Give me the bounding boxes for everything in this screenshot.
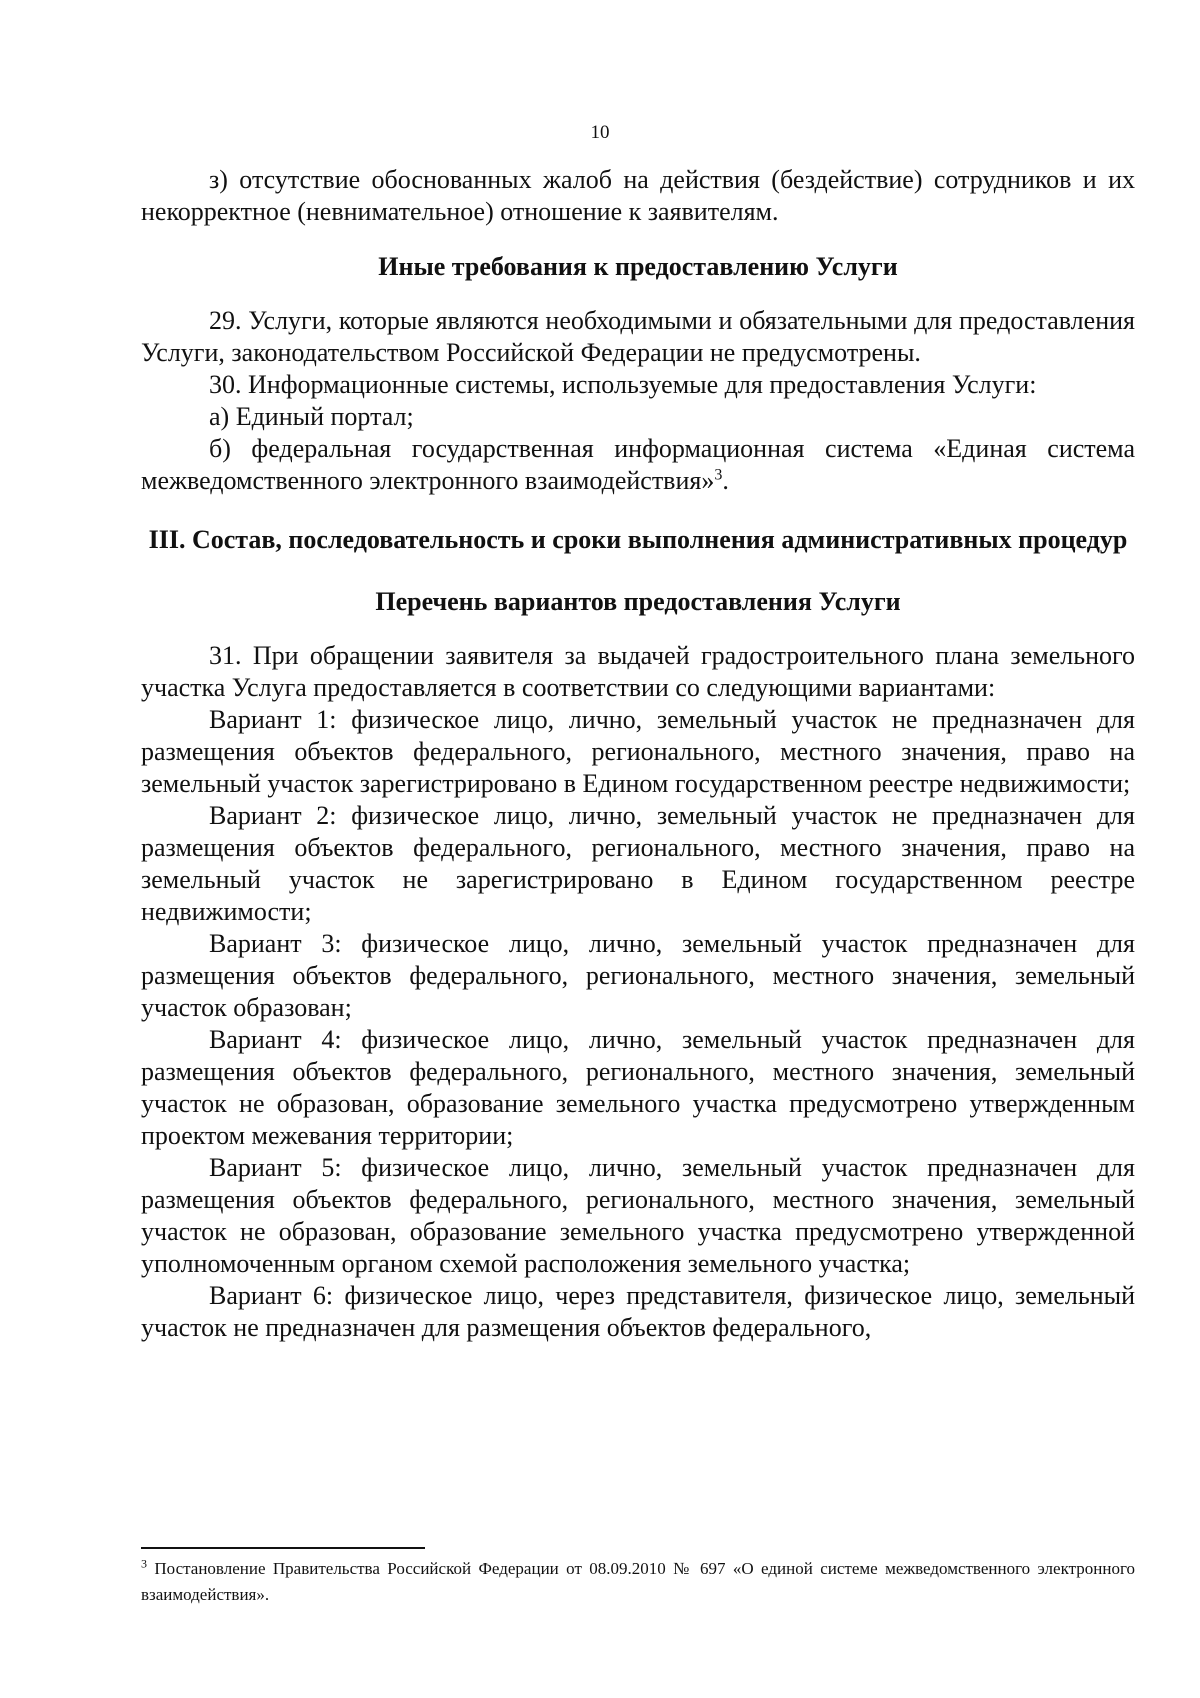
variant-3: Вариант 3: физическое лицо, лично, земельный участок предназначен для размещения объектов федерального, регионального, местного значения, земельный участок образован; bbox=[141, 929, 1135, 1022]
footnote bbox=[141, 1556, 1135, 1608]
heading-section-iii: III. Состав, последовательность и сроки выполнения административных процедур bbox=[148, 525, 1128, 554]
variant-2: Вариант 2: физическое лицо, лично, земельный участок не предназначен для размещения объектов федерального, регионального, местного значения, право на земельный участок не зарегистрировано в Едином государственном реестре недвижимости; bbox=[141, 801, 1135, 926]
paragraph-b bbox=[141, 433, 1135, 497]
footnote-separator bbox=[141, 1547, 425, 1549]
footnote-reference[interactable]: 3 bbox=[714, 466, 723, 484]
variant-4: Вариант 4: физическое лицо, лично, земельный участок предназначен для размещения объектов федерального, регионального, местного значения, земельный участок не образован, образование земельного участка предусмотрено утвержденным проектом межевания территории; bbox=[141, 1025, 1135, 1150]
variant-5: Вариант 5: физическое лицо, лично, земельный участок предназначен для размещения объектов федерального, регионального, местного значения, земельный участок не образован, образование земельного участка предусмотрено утвержденной уполномоченным органом схемой расположения земельного участка; bbox=[141, 1153, 1135, 1278]
paragraph-z: з) отсутствие обоснованных жалоб на действия (бездействие) сотрудников и их некорректное (невнимательное) отношение к заявителям. bbox=[141, 165, 1135, 226]
paragraph-b-end: . bbox=[722, 466, 729, 495]
document-body bbox=[141, 164, 1135, 1344]
paragraph-29: 29. Услуги, которые являются необходимыми и обязательными для предоставления Услуги, законодательством Российской Федерации не предусмотрены. bbox=[141, 306, 1135, 367]
variant-1: Вариант 1: физическое лицо, лично, земельный участок не предназначен для размещения объектов федерального, регионального, местного значения, право на земельный участок зарегистрировано в Едином государственном реестре недвижимости; bbox=[141, 705, 1135, 798]
paragraph-a: а) Единый портал; bbox=[209, 402, 414, 431]
page-number: 10 bbox=[590, 122, 610, 143]
paragraph-b-text: б) федеральная государственная информационная система «Единая система межведомственного электронного взаимодействия» bbox=[141, 434, 1135, 495]
heading-variants-list: Перечень вариантов предоставления Услуги bbox=[375, 587, 901, 616]
variant-6: Вариант 6: физическое лицо, через представителя, физическое лицо, земельный участок не предназначен для размещения объектов федерального, bbox=[141, 1281, 1135, 1342]
heading-other-requirements: Иные требования к предоставлению Услуги bbox=[378, 252, 898, 281]
footnote-text: Постановление Правительства Российской Федерации от 08.09.2010 № 697 «О единой системе межведомственного электронного взаимодействия». bbox=[141, 1559, 1135, 1604]
paragraph-31: 31. При обращении заявителя за выдачей градостроительного плана земельного участка Услуга предоставляется в соответствии со следующими вариантами: bbox=[141, 641, 1135, 702]
footnote-marker: 3 bbox=[141, 1556, 147, 1571]
paragraph-30: 30. Информационные системы, используемые для предоставления Услуги: bbox=[209, 370, 1037, 399]
